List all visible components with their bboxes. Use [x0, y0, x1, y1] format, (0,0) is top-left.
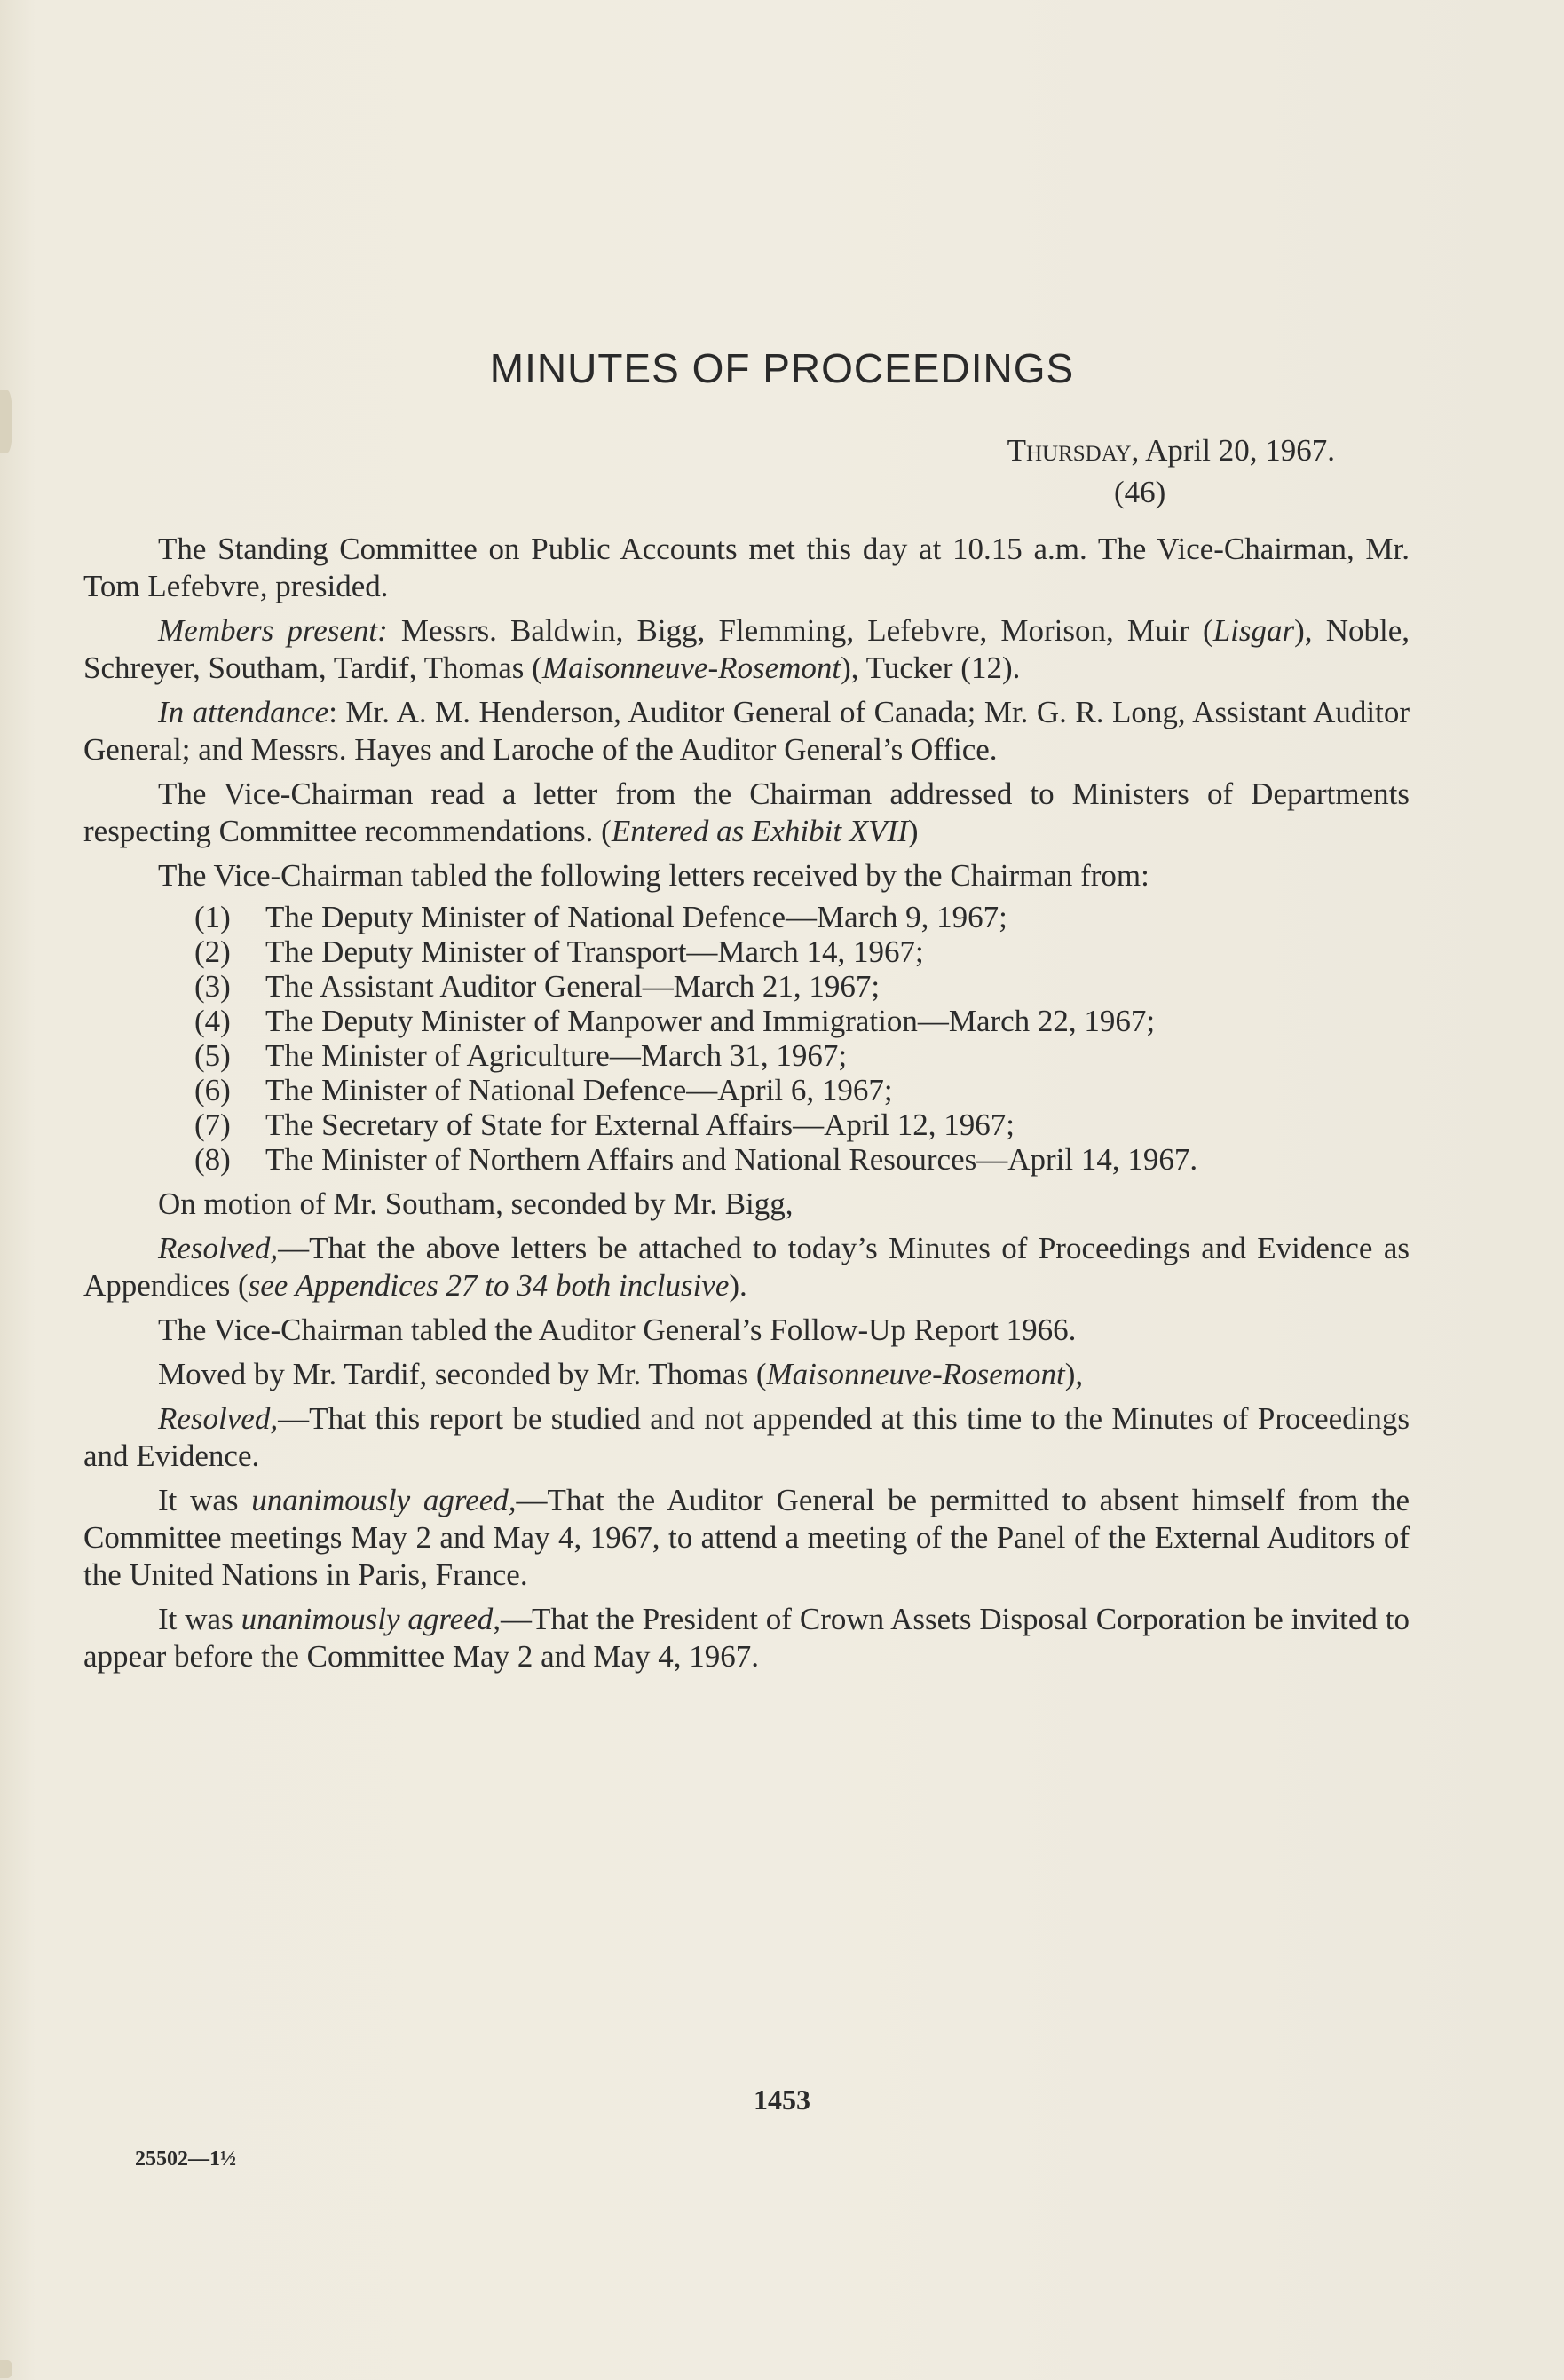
list-item-number: (2) [194, 934, 231, 969]
letter-read-text: ) [907, 814, 919, 848]
list-item-text: The Secretary of State for External Affairs—April 12, 1967; [265, 1107, 1015, 1142]
list-item-number: (1) [194, 900, 231, 934]
agreed-text: —That the Auditor General be permitted to absent himself from the Committee meetings May 2 and May 4, 1967, to attend a meeting of the Panel of the External Auditors of the United Nations in Paris, France. [83, 1483, 1410, 1592]
resolved-text: —That this report be studied and not appended at this time to the Minutes of Proceedings and Evidence. [83, 1401, 1410, 1473]
list-item [83, 1004, 1410, 1038]
motion-paragraph: On motion of Mr. Southam, seconded by Mr. Bigg, [158, 1186, 794, 1221]
list-item [83, 1038, 1410, 1073]
members-label: Members present: [158, 613, 388, 648]
exhibit-reference: Entered as Exhibit XVII [611, 814, 908, 848]
list-item-text: The Minister of National Defence—April 6, 1967; [265, 1073, 893, 1107]
list-item [83, 1073, 1410, 1107]
resolved-label: Resolved, [158, 1401, 279, 1436]
list-item-text: The Minister of Agriculture—March 31, 1967; [265, 1038, 848, 1073]
minutes-body [83, 531, 1410, 1683]
binding-mark [0, 2360, 12, 2378]
date-rest: April 20, 1967. [1139, 433, 1335, 468]
binding-mark [0, 390, 12, 453]
list-item [83, 969, 1410, 1004]
attendance-paragraph [83, 694, 1410, 768]
meeting-date [1007, 433, 1335, 469]
members-text: ), Tucker (12). [841, 650, 1021, 685]
attendance-text: : Mr. A. M. Henderson, Auditor General of Canada; Mr. G. R. Long, Assistant Auditor General; and Messrs. Hayes and Laroche of the Auditor General’s Office. [83, 695, 1410, 767]
list-item-text: The Assistant Auditor General—March 21, 1967; [265, 969, 881, 1004]
unanimously-agreed: unanimously agreed, [251, 1483, 517, 1517]
letter-read-paragraph [83, 776, 1410, 850]
resolved-text: ). [729, 1268, 747, 1303]
list-item-text: The Deputy Minister of Manpower and Immigration—March 22, 1967; [265, 1004, 1156, 1038]
resolved-paragraph [83, 1230, 1410, 1304]
page-number: 1453 [754, 2084, 810, 2116]
moved-paragraph [83, 1356, 1410, 1393]
resolved-text: —That the above letters be attached to today’s Minutes of Proceedings and Evidence as Appendices ( [83, 1231, 1410, 1303]
list-item-number: (4) [194, 1004, 231, 1038]
riding-maisonneuve-rosemont: Maisonneuve-Rosemont [541, 650, 841, 685]
opening-paragraph: The Standing Committee on Public Accounts met this day at 10.15 a.m. The Vice-Chairman, Mr. Tom Lefebvre, presided. [83, 532, 1410, 603]
followup-paragraph: The Vice-Chairman tabled the Auditor General’s Follow-Up Report 1966. [158, 1312, 1077, 1347]
agreed-paragraph [83, 1482, 1410, 1594]
agreed-paragraph [83, 1601, 1410, 1675]
list-item-number: (6) [194, 1073, 231, 1107]
moved-text: ), [1064, 1357, 1084, 1391]
agreed-text: —That the President of Crown Assets Disposal Corporation be invited to appear before the Committee May 2 and May 4, 1967. [83, 1602, 1410, 1674]
resolved-paragraph [83, 1400, 1410, 1475]
list-item [83, 934, 1410, 969]
letters-list [83, 900, 1410, 1177]
riding-maisonneuve-rosemont: Maisonneuve-Rosemont [766, 1357, 1065, 1391]
members-paragraph [83, 612, 1410, 687]
riding-lisgar: Lisgar [1212, 613, 1295, 648]
appendix-reference: see Appendices 27 to 34 both inclusive [248, 1268, 730, 1303]
agreed-text: It was [158, 1483, 252, 1517]
agreed-text: It was [158, 1602, 241, 1636]
list-item [83, 1142, 1410, 1177]
printer-code: 25502—1½ [135, 2148, 236, 2171]
letter-read-text: The Vice-Chairman read a letter from the Chairman addressed to Ministers of Departments respecting Committee recommendations. ( [83, 776, 1410, 848]
list-item [83, 1107, 1410, 1142]
list-item-text: The Deputy Minister of Transport—March 14, 1967; [265, 934, 924, 969]
list-item-text: The Minister of Northern Affairs and National Resources—April 14, 1967. [265, 1142, 1198, 1177]
page-title: MINUTES OF PROCEEDINGS [489, 345, 1075, 391]
members-text: Messrs. Baldwin, Bigg, Flemming, Lefebvre, Morison, Muir ( [387, 613, 1213, 648]
session-number: (46) [1114, 475, 1166, 509]
list-item-number: (7) [194, 1107, 231, 1142]
unanimously-agreed: unanimously agreed, [241, 1602, 501, 1636]
list-item-text: The Deputy Minister of National Defence—March 9, 1967; [265, 900, 1007, 934]
list-item-number: (3) [194, 969, 231, 1004]
tabled-intro: The Vice-Chairman tabled the following letters received by the Chairman from: [158, 858, 1149, 893]
attendance-label: In attendance [158, 695, 329, 729]
list-item-number: (8) [194, 1142, 231, 1177]
list-item-number: (5) [194, 1038, 231, 1073]
members-text: ), Noble, Schreyer, Southam, Tardif, Thomas ( [83, 613, 1410, 685]
resolved-label: Resolved, [158, 1231, 279, 1265]
list-item [83, 900, 1410, 934]
date-weekday: Thursday, [1007, 433, 1140, 468]
moved-text: Moved by Mr. Tardif, seconded by Mr. Thomas ( [158, 1357, 767, 1391]
